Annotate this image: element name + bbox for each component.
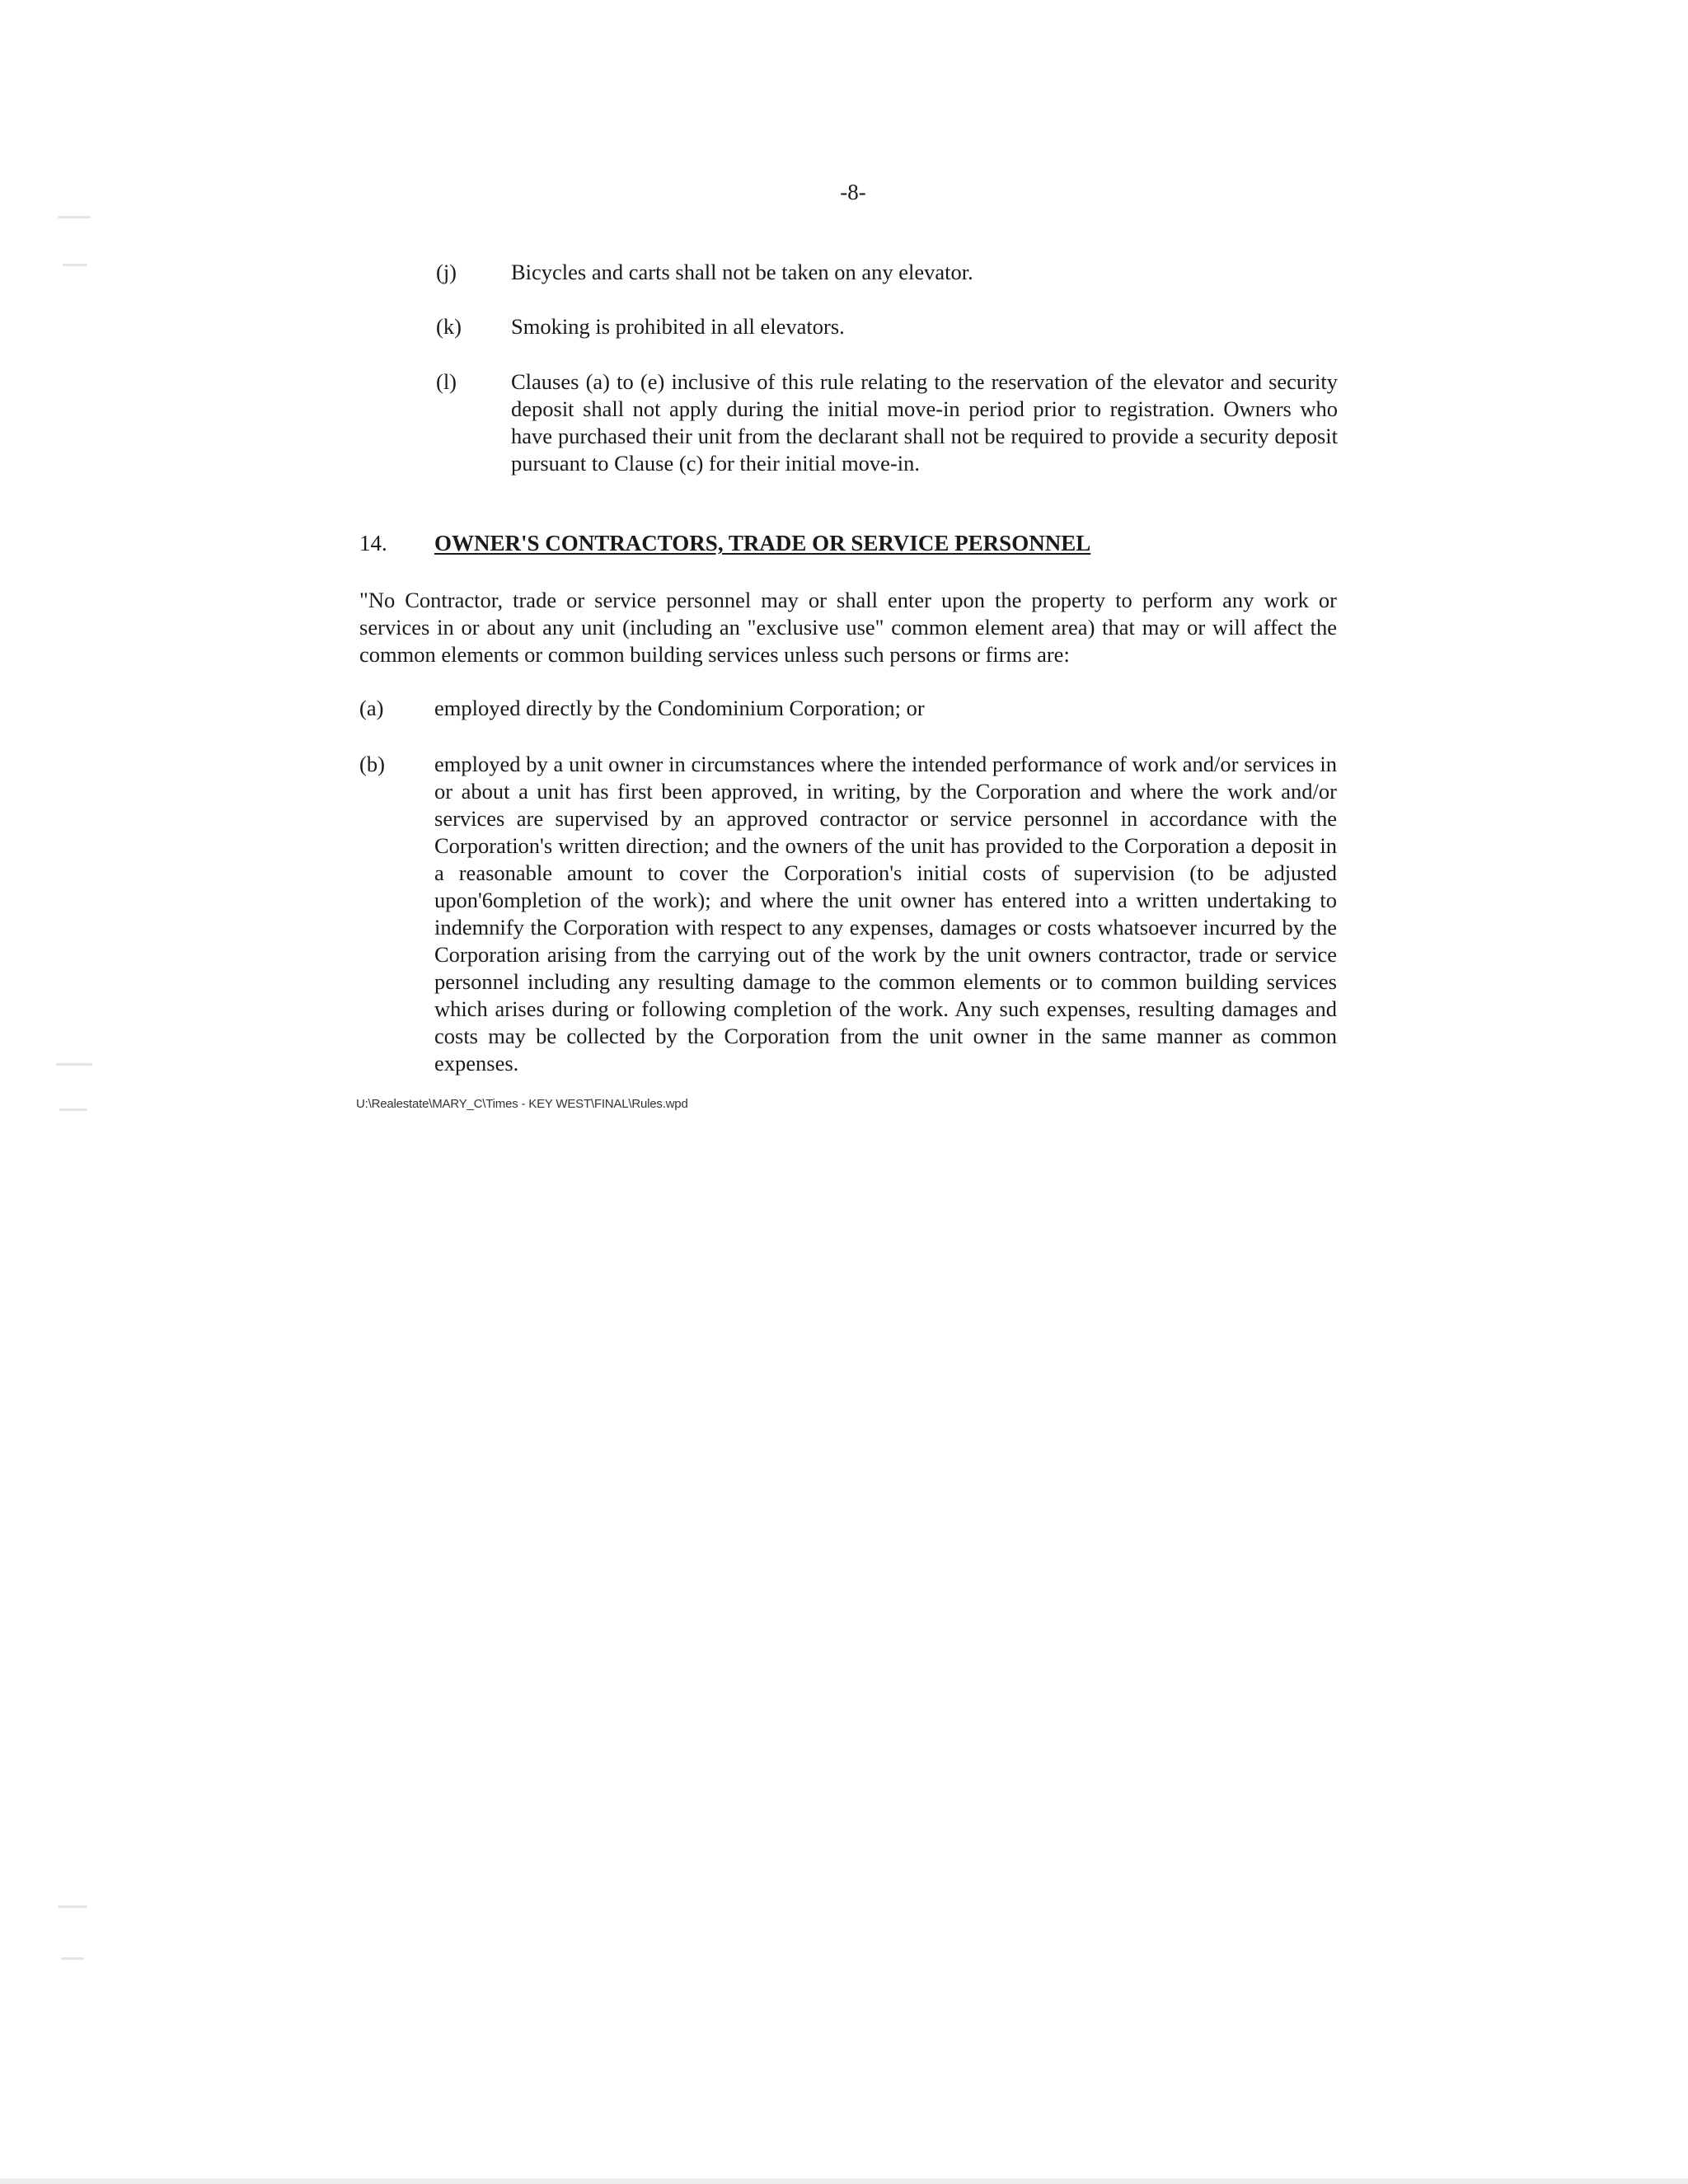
scan-artifact xyxy=(59,1108,87,1111)
clause-text: employed directly by the Condominium Corporation; or xyxy=(434,696,925,720)
section-number: 14. xyxy=(359,531,387,555)
list-item-text: Clauses (a) to (e) inclusive of this rule relating to the reservation of the elevator and security deposit shall not apply during the initial move-in period prior to registration. Owners who have purchased their unit from the declarant shall not be required to provide a security deposit pursuant to Clause (c) for their initial move-in. xyxy=(511,369,1338,476)
scan-artifact xyxy=(56,1063,92,1066)
list-item-label: (k) xyxy=(436,314,462,339)
list-item-text: Smoking is prohibited in all elevators. xyxy=(511,314,845,339)
scan-artifact xyxy=(58,1905,87,1908)
page-number: -8- xyxy=(840,180,866,204)
clause-label: (a) xyxy=(359,696,384,720)
scan-edge xyxy=(0,2178,1688,2184)
list-item-l xyxy=(436,368,1343,484)
section-intro-paragraph: "No Contractor, trade or service personnel may or shall enter upon the property to perform any work or services in or about any unit (including an "exclusive use" common element area) that may or will affect the common elements or common building services unless such persons or firms are: xyxy=(359,588,1337,667)
clause-a xyxy=(359,695,1340,728)
list-item-k xyxy=(436,313,1343,346)
section-title: OWNER'S CONTRACTORS, TRADE OR SERVICE PERSONNEL xyxy=(434,531,1091,555)
footer-file-path: U:\Realestate\MARY_C\Times - KEY WEST\FINAL\Rules.wpd xyxy=(356,1097,688,1111)
list-item-text: Bicycles and carts shall not be taken on any elevator. xyxy=(511,260,973,284)
scan-artifact xyxy=(63,264,87,266)
scan-artifact xyxy=(58,216,91,218)
clause-label: (b) xyxy=(359,752,385,776)
clause-b xyxy=(359,751,1340,1080)
list-item-label: (j) xyxy=(436,260,457,284)
list-item-j xyxy=(436,259,1343,292)
clause-text: employed by a unit owner in circumstances where the intended performance of work and/or services in or about a unit has first been approved, in writing, by the Corporation and where the work and/or services are supervised by an approved contractor or service personnel in accordance with the Corporation's written direction; and the owners of the unit has provided to the Corporation a deposit in a reasonable amount to cover the Corporation's initial costs of supervision (to be adjusted upon'6ompletion of the work); and where the unit owner has entered into a written undertaking to indemnify the Corporation with respect to any expenses, damages or costs whatsoever incurred by the Corporation arising from the carrying out of the work by the unit owners contractor, trade or service personnel including any resulting damage to the common elements or to common building services which arises during or following completion of the work. Any such expenses, resulting damages and costs may be collected by the Corporation from the unit owner in the same manner as common expenses. xyxy=(434,752,1337,1076)
list-item-label: (l) xyxy=(436,369,457,394)
scan-artifact xyxy=(61,1957,84,1960)
